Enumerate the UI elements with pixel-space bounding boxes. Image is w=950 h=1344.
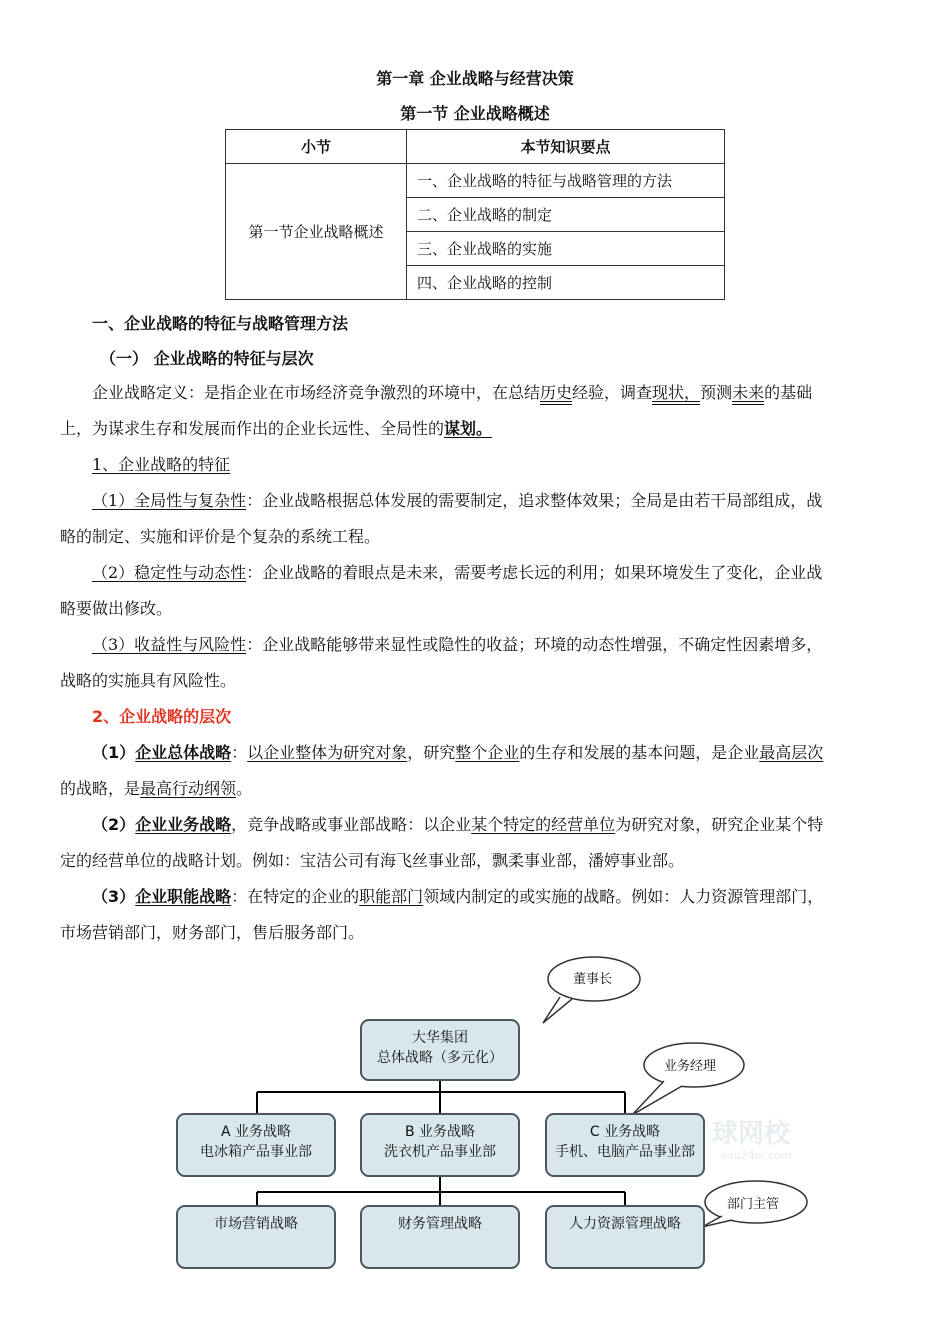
level-3-line-2: 市场营销部门，财务部门，售后服务部门。 [60, 923, 365, 942]
bubble-dept-head: 部门主管 [727, 1197, 780, 1212]
table-point: 四、企业战略的控制 [407, 266, 725, 300]
watermark-url: edu24ol.com [720, 1149, 792, 1162]
definition-line-1: 企业战略定义：是指企业在市场经济竞争激烈的环境中，在总结历史经验，调查现状，预测未来的基础 [92, 383, 813, 402]
node-business-c: C 业务战略 手机、电脑产品事业部 [545, 1113, 705, 1177]
feature-2-line-2: 略要做出修改。 [60, 599, 173, 618]
levels-title: 2、企业战略的层次 [92, 707, 232, 726]
table-point: 一、企业战略的特征与战略管理的方法 [407, 164, 725, 198]
bubble-business-manager: 业务经理 [664, 1059, 717, 1074]
feature-2-label: （2）稳定性与动态性 [92, 563, 247, 582]
features-title: 1、企业战略的特征 [92, 455, 231, 474]
node-group-strategy: 大华集团 总体战略（多元化） [360, 1019, 520, 1081]
keyword-future: 未来 [732, 383, 765, 402]
level-2-line-2: 定的经营单位的战略计划。例如：宝洁公司有海飞丝事业部，飘柔事业部，潘婷事业部。 [60, 851, 685, 870]
table-row-label: 第一节企业战略概述 [226, 164, 407, 300]
node-business-b: B 业务战略 洗衣机产品事业部 [360, 1113, 520, 1177]
level-3-line-1: （3）企业职能战略：在特定的企业的职能部门领域内制定的或实施的战略。例如：人力资源管理部门， [92, 887, 824, 906]
keyword-history: 历史 [540, 383, 573, 402]
definition-line-2: 上，为谋求生存和发展而作出的企业长远性、全局性的谋划。 [60, 419, 493, 438]
level-1-line-2: 的战略，是最高行动纲领。 [60, 779, 253, 798]
level-1-name: 企业总体战略 [135, 743, 232, 762]
feature-1-line-2: 略的制定、实施和评价是个复杂的系统工程。 [60, 527, 381, 546]
chapter-title: 第一章 企业战略与经营决策 [376, 69, 574, 88]
table-point: 二、企业战略的制定 [407, 198, 725, 232]
level-2-line-1: （2）企业业务战略，竞争战略或事业部战略：以企业某个特定的经营单位为研究对象，研究企业某个特 [92, 815, 824, 834]
feature-3-label: （3）收益性与风险性 [92, 635, 247, 654]
level-1-line-1: （1）企业总体战略：以企业整体为研究对象，研究整个企业的生存和发展的基本问题，是企业最高层次 [92, 743, 824, 762]
heading-2: （一） 企业战略的特征与层次 [100, 349, 314, 368]
bubble-chairman: 董事长 [573, 972, 613, 987]
feature-3-line-1: （3）收益性与风险性：企业战略能够带来显性或隐性的收益；环境的动态性增强，不确定性因素增多， [92, 635, 823, 654]
node-business-a: A 业务战略 电冰箱产品事业部 [176, 1113, 336, 1177]
feature-3-line-2: 战略的实施具有风险性。 [60, 671, 237, 690]
level-3-name: 企业职能战略 [135, 887, 232, 906]
feature-1-line-1: （1）全局性与复杂性：企业战略根据总体发展的需要制定，追求整体效果；全局是由若干局部组成，战 [92, 491, 823, 510]
heading-1: 一、企业战略的特征与战略管理方法 [92, 314, 349, 333]
org-chart [172, 955, 812, 1280]
feature-1-label: （1）全局性与复杂性 [92, 491, 247, 510]
node-function-marketing: 市场营销战略 [176, 1205, 336, 1269]
watermark: 球网校 [712, 1119, 791, 1149]
section-table [225, 129, 725, 300]
table-header-points: 本节知识要点 [407, 130, 725, 164]
node-function-finance: 财务管理战略 [360, 1205, 520, 1269]
feature-2-line-1: （2）稳定性与动态性：企业战略的着眼点是未来，需要考虑长远的利用；如果环境发生了变化，企业战 [92, 563, 823, 582]
level-2-name: 企业业务战略 [135, 815, 232, 834]
section-title: 第一节 企业战略概述 [400, 104, 550, 123]
keyword-plan: 谋划。 [444, 419, 493, 438]
table-header-section: 小节 [226, 130, 407, 164]
table-point: 三、企业战略的实施 [407, 232, 725, 266]
node-function-hr: 人力资源管理战略 [545, 1205, 705, 1269]
keyword-status: 现状， [652, 383, 701, 402]
